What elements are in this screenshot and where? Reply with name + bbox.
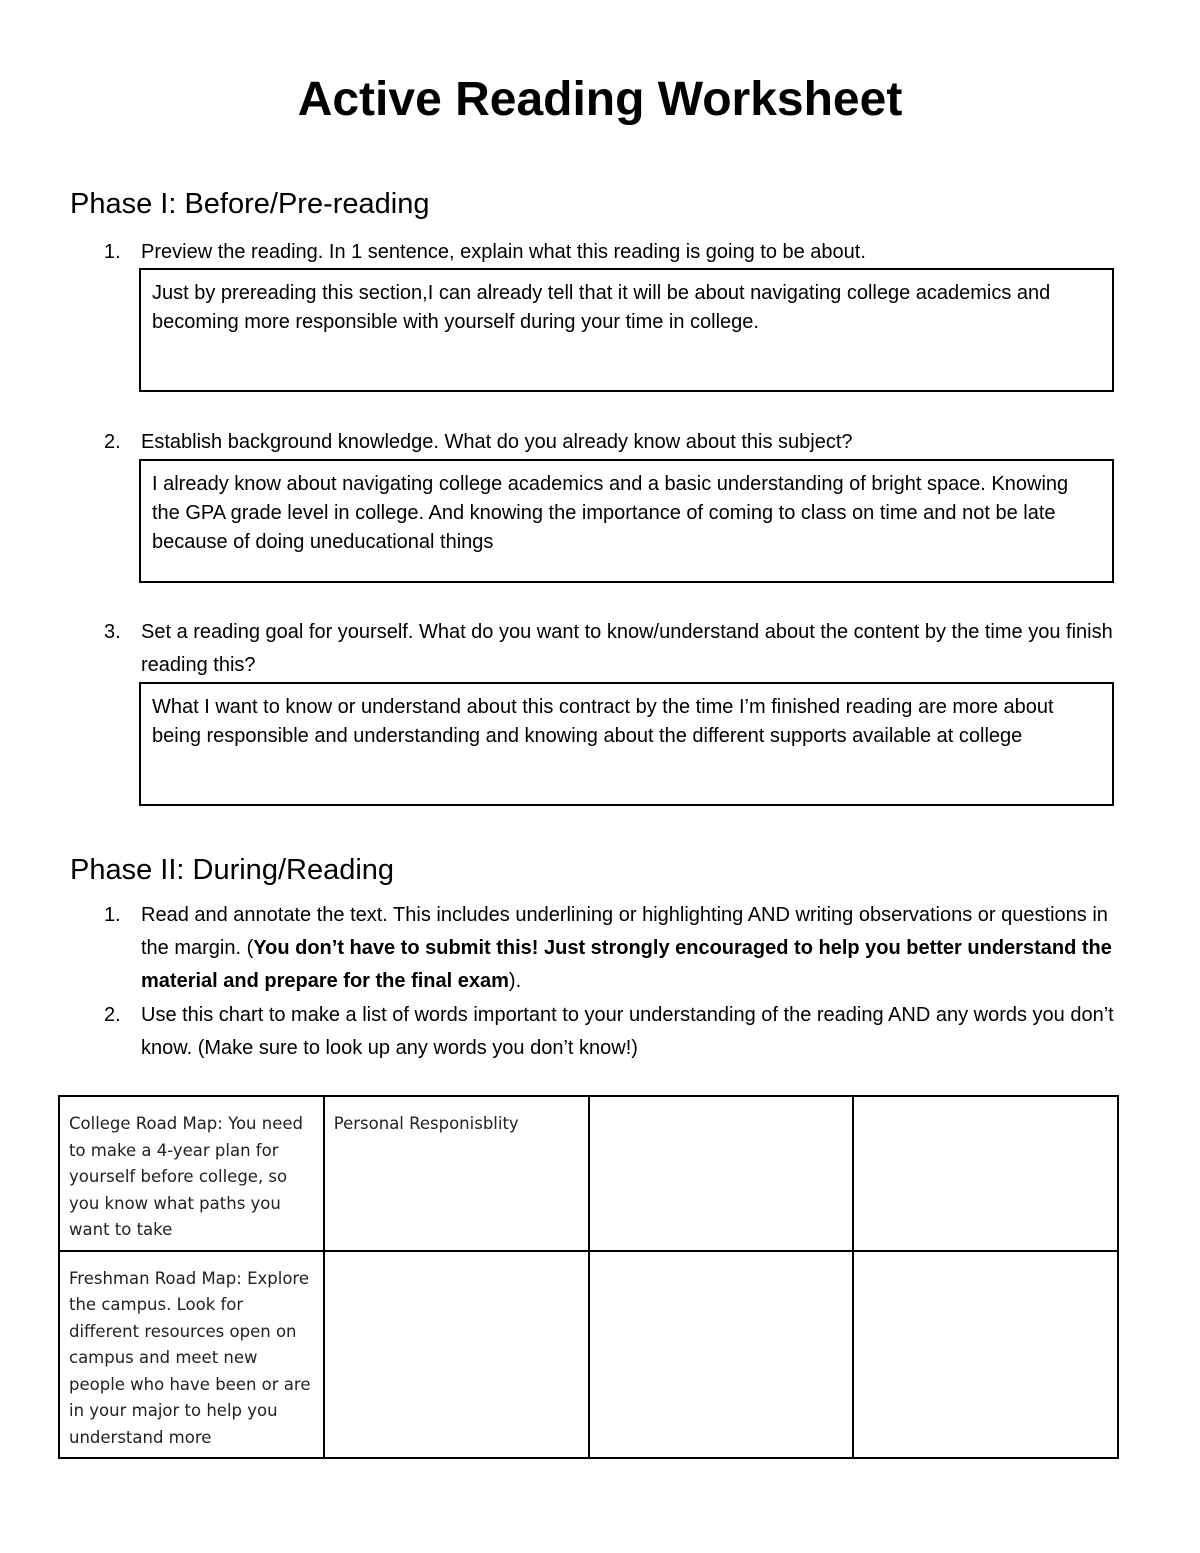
table-row xyxy=(59,1096,1118,1251)
page-title: Active Reading Worksheet xyxy=(297,73,903,126)
question-number: 1. xyxy=(104,241,121,263)
table-cell[interactable] xyxy=(853,1096,1118,1251)
table-cell[interactable]: College Road Map: You need to make a 4-year plan for yourself before college, so you know what paths you want to take xyxy=(59,1096,324,1251)
table-cell[interactable] xyxy=(853,1251,1118,1459)
answer-box-1[interactable]: Just by prereading this section,I can already tell that it will be about navigating college academics and becoming more responsible with yourself during your time in college. xyxy=(139,268,1114,392)
item-text-bold: You don’t have to submit this! Just strongly encouraged to help you better understand the material and prepare for the final exam xyxy=(141,937,1112,992)
phase1-question-1 xyxy=(104,236,1124,269)
answer-box-2[interactable]: I already know about navigating college academics and a basic understanding of bright space. Knowing the GPA grade level in college. And knowing the importance of coming to class on time and not be late because of doing uneducational things xyxy=(139,459,1114,583)
vocabulary-table xyxy=(58,1095,1119,1459)
phase2-item-1 xyxy=(104,899,1124,998)
table-cell[interactable] xyxy=(324,1251,589,1459)
item-number: 1. xyxy=(104,904,121,926)
table-row xyxy=(59,1251,1118,1459)
item-text-plain: Read and annotate the text. This includes underlining or highlighting AND writing observations or questions in the margin. ( xyxy=(141,904,1108,959)
item-text-end: ). xyxy=(508,970,522,992)
phase1-question-2 xyxy=(104,426,1124,459)
table-cell[interactable]: Personal Responisblity xyxy=(324,1096,589,1251)
table-cell[interactable] xyxy=(589,1096,854,1251)
table-cell[interactable]: Freshman Road Map: Explore the campus. Look for different resources open on campus and meet new people who have been or are in your major to help you understand more xyxy=(59,1251,324,1459)
question-text: Preview the reading. In 1 sentence, explain what this reading is going to be about. xyxy=(141,241,866,263)
phase1-heading: Phase I: Before/Pre-reading xyxy=(70,188,430,220)
item-text xyxy=(141,899,1124,998)
question-text: Establish background knowledge. What do you already know about this subject? xyxy=(141,431,853,453)
question-text: Set a reading goal for yourself. What do you want to know/understand about the content by the time you finish reading this? xyxy=(141,621,1113,676)
question-number: 2. xyxy=(104,431,121,453)
phase2-item-2 xyxy=(104,999,1124,1065)
phase1-question-3 xyxy=(104,616,1124,682)
phase2-heading: Phase II: During/Reading xyxy=(70,854,395,886)
answer-box-3[interactable]: What I want to know or understand about this contract by the time I’m finished reading are more about being responsible and understanding and knowing about the different supports available at college xyxy=(139,682,1114,806)
item-number: 2. xyxy=(104,1004,121,1026)
table-cell[interactable] xyxy=(589,1251,854,1459)
question-number: 3. xyxy=(104,621,121,643)
item-text: Use this chart to make a list of words important to your understanding of the reading AND any words you don’t know. (Make sure to look up any words you don’t know!) xyxy=(141,1004,1114,1059)
